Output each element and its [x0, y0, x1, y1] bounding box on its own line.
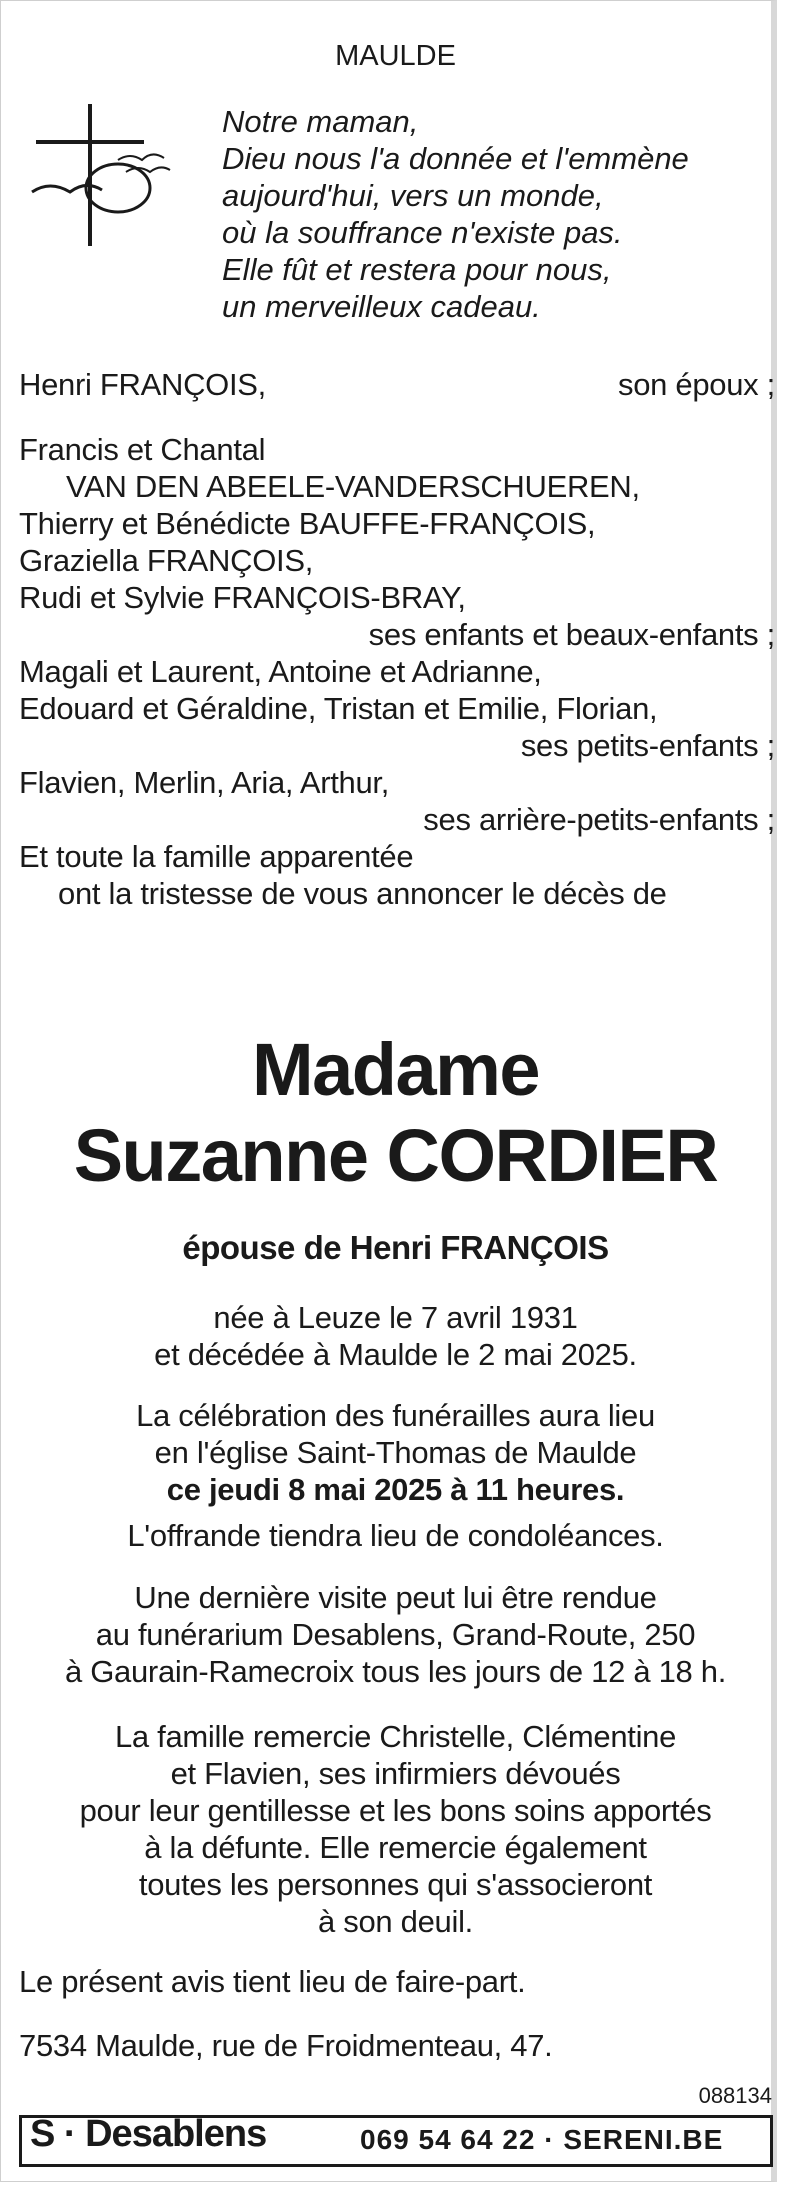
address: 7534 Maulde, rue de Froidmenteau, 47.: [19, 2028, 553, 2063]
thanks-line: pour leur gentillesse et les bons soins apportés: [79, 1793, 712, 1828]
child-line: Graziella FRANÇOIS,: [19, 543, 314, 578]
visit-line: à Gaurain-Ramecroix tous les jours de 12 à 18 h.: [64, 1654, 727, 1689]
offering: L'offrande tiendra lieu de condoléances.: [127, 1518, 664, 1553]
child-line: VAN DEN ABEELE-VANDERSCHUEREN,: [66, 469, 640, 504]
visit-line: au funérarium Desablens, Grand-Route, 250: [95, 1617, 696, 1652]
thanks-line: toutes les personnes qui s'associeront: [138, 1867, 653, 1902]
poem-line: aujourd'hui, vers un monde,: [222, 178, 604, 213]
great-grandchildren-role: ses arrière-petits-enfants ;: [423, 802, 775, 837]
funeral-line: en l'église Saint-Thomas de Maulde: [154, 1435, 637, 1470]
child-line: Rudi et Sylvie FRANÇOIS-BRAY,: [19, 580, 466, 615]
husband-name: Henri FRANÇOIS,: [19, 367, 266, 402]
deceased-spouse: épouse de Henri FRANÇOIS: [182, 1229, 609, 1266]
grandchildren-role: ses petits-enfants ;: [520, 728, 775, 763]
children-role: ses enfants et beaux-enfants ;: [368, 617, 775, 652]
funeral-line: La célébration des funérailles aura lieu: [136, 1398, 655, 1433]
birth-line: née à Leuze le 7 avril 1931: [213, 1300, 578, 1335]
brand-logo: S · Desablens: [30, 2113, 267, 2155]
poem-line: où la souffrance n'existe pas.: [222, 215, 623, 250]
funeral-block: [20, 1397, 771, 1508]
family-husband-row: [19, 366, 775, 403]
town-heading: MAULDE: [335, 40, 456, 72]
notice-text: Le présent avis tient lieu de faire-part.: [19, 1964, 526, 1999]
death-line: et décédée à Maulde le 2 mai 2025.: [154, 1337, 637, 1372]
deceased-name: Suzanne CORDIER: [73, 1114, 718, 1197]
thanks-line: et Flavien, ses infirmiers dévoués: [170, 1756, 621, 1791]
poem-line: Dieu nous l'a donnée et l'emmène: [222, 141, 689, 176]
dates-block: [20, 1299, 771, 1373]
visit-line: Une dernière visite peut lui être rendue: [134, 1580, 657, 1615]
husband-role: son époux ;: [618, 367, 775, 402]
poem-line: un merveilleux cadeau.: [222, 289, 541, 324]
announcement: ont la tristesse de vous annoncer le décès de: [58, 876, 667, 911]
thanks-block: [20, 1718, 771, 1940]
poem-line: Elle fût et restera pour nous,: [222, 252, 612, 287]
cross-dove-icon: [30, 100, 180, 250]
poem: [222, 103, 689, 325]
thanks-line: à son deuil.: [318, 1904, 473, 1939]
poem-line: Notre maman,: [222, 104, 419, 139]
reference-number: 088134: [698, 2083, 772, 2108]
thanks-line: La famille remercie Christelle, Clémentine: [114, 1719, 677, 1754]
child-line: Thierry et Bénédicte BAUFFE-FRANÇOIS,: [19, 506, 596, 541]
deceased-title: Madame: [251, 1028, 540, 1111]
extended-family: Et toute la famille apparentée: [19, 839, 414, 874]
child-line: Francis et Chantal: [19, 432, 266, 467]
great-grandchildren: Flavien, Merlin, Aria, Arthur,: [19, 765, 390, 800]
funeral-when: ce jeudi 8 mai 2025 à 11 heures.: [166, 1472, 625, 1507]
grandchild-line: Magali et Laurent, Antoine et Adrianne,: [19, 654, 542, 689]
contact-info: 069 54 64 22 · SERENI.BE: [360, 2124, 724, 2155]
thanks-line: à la défunte. Elle remercie également: [144, 1830, 647, 1865]
grandchild-line: Edouard et Géraldine, Tristan et Emilie, Florian,: [19, 691, 658, 726]
visit-block: [20, 1579, 771, 1690]
